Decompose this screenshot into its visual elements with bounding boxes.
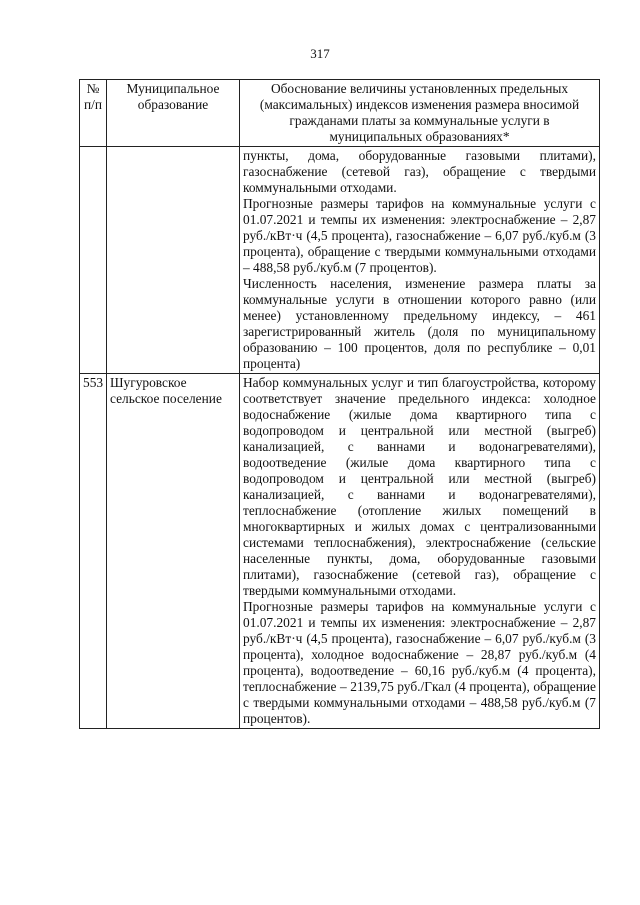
justification-paragraph: Прогнозные размеры тарифов на коммунальные услуги с 01.07.2021 и темпы их изменения: электроснабжение – 2,87 руб./кВт·ч (4,5 процента), газоснабжение – 6,07 руб./куб.м (3 процента), обращение с твердыми коммунальными отходами – 488,58 руб./куб.м (7 процентов). xyxy=(243,196,596,275)
header-municipality: Муниципальное образование xyxy=(107,80,240,147)
table-row xyxy=(80,147,600,374)
header-justification: Обоснование величины установленных предельных (максимальных) индексов изменения размера вносимой гражданами платы за коммунальные услуги в муниципальных образованиях* xyxy=(240,80,600,147)
justification-paragraph: Прогнозные размеры тарифов на коммунальные услуги с 01.07.2021 и темпы их изменения: электроснабжение – 2,87 руб./кВт·ч (4,5 процента), газоснабжение – 6,07 руб./куб.м (3 процента), холодное водоснабжение – 28,87 руб./куб.м (4 процента), водоотведение – 60,16 руб./куб.м (4 процента), теплоснабжение – 2139,75 руб./Гкал (4 процента), обращение с твердыми коммунальными отходами – 488,58 руб./куб.м (7 процентов). xyxy=(243,599,596,726)
tariff-justification-table xyxy=(79,79,600,729)
row-municipality xyxy=(107,147,240,374)
justification-paragraph: пункты, дома, оборудованные газовыми плитами), газоснабжение (сетевой газ), обращение с твердыми коммунальными отходами. xyxy=(243,148,596,195)
header-num: № п/п xyxy=(80,80,107,147)
justification-paragraph: Набор коммунальных услуг и тип благоустройства, которому соответствует значение предельного индекса: холодное водоснабжение (жилые дома квартирного типа с водопроводом и центральной или местной (выгреб) канализацией, с ваннами и водонагревателями), водоотведение (жилые дома квартирного типа с водопроводом и центральной или местной (выгреб) канализацией, с ваннами и водонагревателями), теплоснабжение (отопление жилых помещений в многоквартирных и жилых домах с централизованными системами теплоснабжения), электроснабжение (сельские населенные пункты, дома, оборудованные газовыми плитами), газоснабжение (сетевой газ), обращение с твердыми коммунальными отходами. xyxy=(243,375,596,598)
row-number: 553 xyxy=(80,374,107,729)
table-header-row xyxy=(80,80,600,147)
justification-paragraph: Численность населения, изменение размера платы за коммунальные услуги в отношении которого равно (или менее) установленному предельному индексу, – 461 зарегистрированный житель (доля по муниципальному образованию – 100 процентов, доля по республике – 0,01 процента) xyxy=(243,276,596,371)
row-municipality: Шугуровское сельское поселение xyxy=(107,374,240,729)
row-number xyxy=(80,147,107,374)
table-row xyxy=(80,374,600,729)
row-justification xyxy=(240,147,600,374)
page-number: 317 xyxy=(310,46,330,61)
row-justification xyxy=(240,374,600,729)
